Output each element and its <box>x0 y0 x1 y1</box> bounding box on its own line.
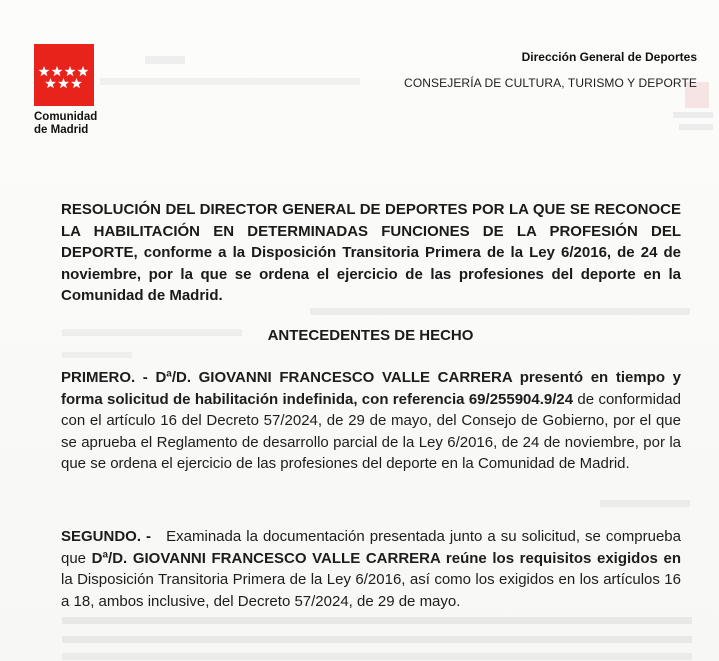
paragraph-segundo <box>61 526 686 612</box>
paragraph-bold-text: Dª/D. GIOVANNI FRANCESCO VALLE CARRERA reúne los requisitos exigidos en <box>91 549 681 567</box>
paragraph-text: Examinada la documentación presentada junto a su solicitud, se comprueba que <box>61 528 686 567</box>
paragraph-bold-text: Dª/D. GIOVANNI FRANCESCO VALLE CARRERA presentó en tiempo y forma solicitud de habilitación indefinida, con referencia 69/255904.9/24 <box>61 369 681 408</box>
logo-text-line1: Comunidad <box>34 111 98 123</box>
title-rest: conforme a la Disposición Transitoria Primera de la Ley 6/2016, de 24 de noviembre, por la que se ordena el ejercicio de las profesiones del deporte en la Comunidad de Madrid. <box>61 244 681 305</box>
paragraph-label: SEGUNDO. - <box>61 528 152 545</box>
paragraph-text: de conformidad con el artículo 16 del Decreto 57/2024, de 29 de mayo, del Consejo de Gobierno, por el que se aprueba el Reglamento de desarrollo parcial de la Ley 6/2016, de 24 de noviembre, por la que se ordena el ejercicio de las profesiones del deporte en la Comunidad de Madrid. <box>61 390 681 473</box>
bleed-through-logo <box>667 82 719 142</box>
consejeria-name: CONSEJERÍA DE CULTURA, TURISMO Y DEPORTE <box>404 76 697 90</box>
bleed-through <box>600 500 690 507</box>
paragraph-primero <box>61 367 681 475</box>
logo-text <box>34 111 96 137</box>
comunidad-de-madrid-logo <box>34 44 96 137</box>
bleed-through <box>310 308 690 315</box>
header-right <box>404 50 697 90</box>
bleed-through <box>62 636 692 643</box>
madrid-flag-icon <box>34 44 94 106</box>
bleed-through <box>62 352 132 358</box>
section-heading: ANTECEDENTES DE HECHO <box>267 327 474 344</box>
bleed-through <box>100 78 360 85</box>
title-bold: RESOLUCIÓN DEL DIRECTOR GENERAL DE DEPORTES POR LA QUE SE RECONOCE LA HABILITACIÓN EN DETERMINADAS FUNCIONES DE LA PROFESIÓN DEL DEPORTE, <box>61 201 681 262</box>
department-name: Dirección General de Deportes <box>521 50 697 64</box>
paragraph-text: la Disposición Transitoria Primera de la Ley 6/2016, así como los exigidos en los artículos 16 a 18, ambos inclusive, del Decreto 57/2024, de 29 de mayo. <box>61 571 681 610</box>
resolution-title <box>61 199 681 307</box>
bleed-through <box>145 56 185 64</box>
paragraph-label: PRIMERO. - <box>61 369 148 386</box>
bleed-through <box>62 653 692 660</box>
logo-text-line2: de Madrid <box>34 124 89 136</box>
bleed-through <box>62 617 692 624</box>
